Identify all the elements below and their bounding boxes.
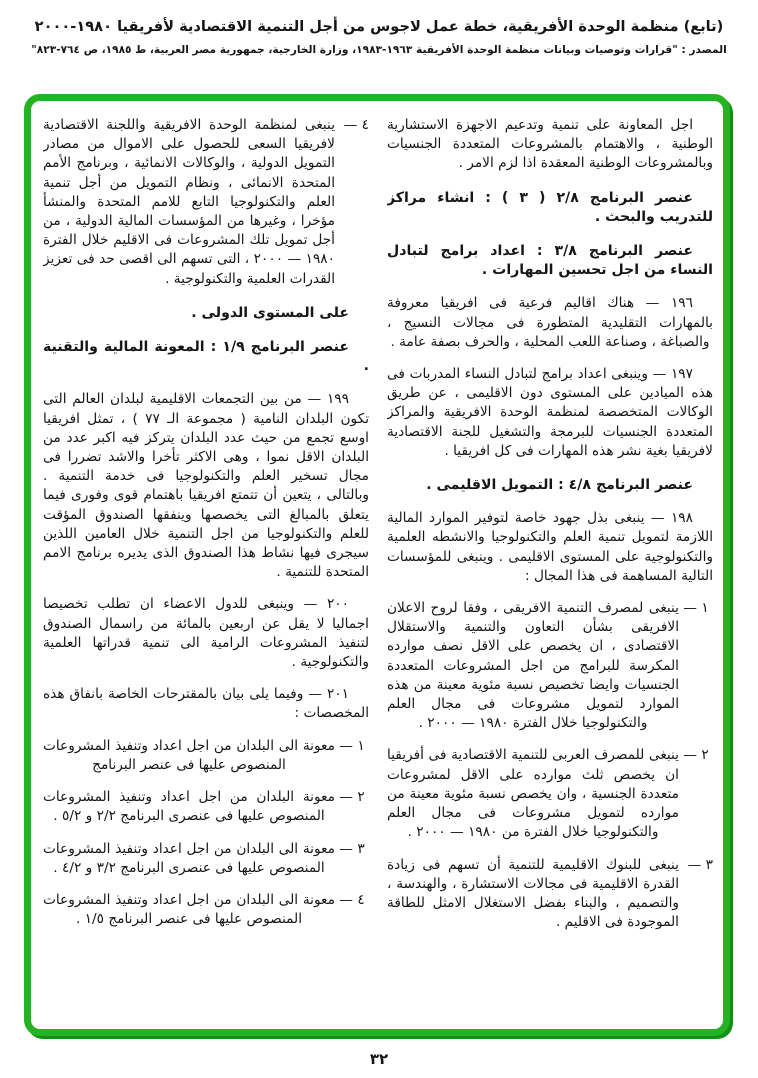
- paragraph-201: ٢٠١ — وفيما يلى بيان بالمقترحات الخاصة بانفاق هذه المخصصات :: [43, 686, 369, 722]
- paragraph-200: ٢٠٠ — وينبغى للدول الاعضاء ان تطلب تخصيصا اجماليا لا يقل عن اربعين بالمائة من راسمال الصندوق لتنفيذ المشروعات الرامية الى تنمية قدراتها العلمية والتكنولوجية .: [43, 596, 369, 671]
- program-element-heading: عنصر البرنامج ١/٩ : المعونة المالية والتقنية .: [43, 339, 369, 375]
- document-header: [0, 0, 758, 56]
- item-text: معونة البلدان من اجل اعداد وتنفيذ المشروعات المنصوص عليها فى عنصرى البرنامج ٢/٢ و ٥/٢ .: [43, 789, 335, 825]
- numbered-item: [43, 788, 369, 826]
- numbered-item: [387, 599, 713, 733]
- two-column-layout: [31, 101, 723, 1029]
- item-number: ٤ —: [343, 117, 369, 133]
- paragraph-198: ١٩٨ — ينبغى بذل جهود خاصة لتوفير الموارد المالية اللازمة لتمويل تنمية العلم والتكنولوجيا والانشطه العلمية والتكنولوجية على المستوى الاقليمى . وينبغى للمؤسسات التالية المساهمة فى هذا المجال :: [387, 510, 713, 584]
- item-number: ٤ —: [339, 891, 365, 908]
- item-text: ينبغى للمصرف العربى للتنمية الاقتصادية فى أفريقيا ان يخصص ثلث موارده على الاقل لمشروعات متعددة الجنسية ، وان يخصص نسبة مئوية معينة من موارده لتمويل مشروعات فى مجال العلم والتكنولوجيا خلال الفترة من ١٩٨٠ — ٢٠٠٠ .: [387, 747, 679, 841]
- numbered-item: [387, 746, 713, 842]
- numbered-item: [43, 840, 369, 878]
- numbered-item: [387, 856, 713, 933]
- item-number: ١ —: [683, 600, 709, 617]
- page-number: ٣٢: [369, 1050, 389, 1068]
- item-number: ٢ —: [339, 789, 365, 806]
- column-secondary: [43, 114, 369, 1023]
- program-element-heading: عنصر البرنامج ٣/٨ : اعداد برامج لتبادل النساء من اجل تحسين المهارات .: [387, 243, 713, 279]
- item-text: ينبغى للبنوك الاقليمية للتنمية أن تسهم فى زيادة القدرة الاقليمية فى مجالات الاستشارة ، والهندسة ، والتصميم ، والبناء بفضل الاستغلال الامثل للطاقة الموجودة فى الاقليم .: [387, 856, 679, 931]
- item-text: معونة الى البلدان من اجل اعداد وتنفيذ المشروعات المنصوص عليها فى عنصر البرنامج ١/٥ .: [43, 891, 335, 928]
- item-text: ينبغى لمصرف التنمية الافريقى ، وفقا لروح الاعلان الافريقى بشأن التعاون والتنمية والاستقلال الاقتصادى ، ان يخصص على الاقل نصف موارده المكرسة للبرامج من اجل المشروعات المتعددة الجنسيات وايضا تخصيص نسبة مئوية معينة من هذه الموارد لتمويل مشروعات فى مجال العلم والتكنولوجيا خلال الفترة ١٩٨٠ — ٢٠٠٠ .: [387, 600, 679, 732]
- program-element-heading: عنصر البرنامج ٤/٨ : التمويل الاقليمى .: [426, 477, 693, 494]
- item-number: ٣ —: [339, 840, 365, 857]
- item-number: ٣ —: [687, 856, 713, 873]
- item-text: معونة الى البلدان من اجل اعداد وتنفيذ المشروعات المنصوص عليها فى عنصرى البرنامج ٣/٢ و ٤/٢ .: [43, 840, 335, 876]
- green-frame: [24, 94, 730, 1036]
- item-number: ١ —: [339, 737, 365, 754]
- column-primary: [387, 114, 713, 1023]
- item-number: ٢ —: [683, 747, 709, 764]
- numbered-item: [43, 737, 369, 775]
- item-text: معونة الى البلدان من اجل اعداد وتنفيذ المشروعات المنصوص عليها فى عنصر البرنامج: [43, 737, 335, 773]
- numbered-item: [43, 116, 369, 289]
- paragraph-199: ١٩٩ — من بين التجمعات الاقليمية لبلدان العالم التى تكون البلدان النامية ( مجموعة الـ ٧٧ ) ، تمثل افريقيا اوسع تجمع من حيث عدد البلدان يتركز فيه اكبر عدد من البلدان الاقل نموا ، وهى الاكثر تأخرا والاشد تضررا فى مجال تسخير العلم والتكنولوجيا فى خدمة التنمية . وبالتالى ، يتعين أن تتمتع افريقيا باهتمام قوى وفورى فيما يتعلق بالمبالغ التى يخصصها وينفقها الصندوق المؤقت للعلم والتكنولوجيا من اجل التنمية خلال العامين اللذين سيجرى فيها نشاط هذا الصندوق الذى يديره برنامج الامم المتحدة للتنمية .: [43, 391, 369, 581]
- numbered-item: [43, 891, 369, 929]
- item-text: ينبغى لمنظمة الوحدة الافريقية واللجنة الاقتصادية لافريقيا السعى للحصول على الاموال من مصادر التمويل الدولية ، والوكالات الانمائية ، وبرنامج الأمم المتحدة الانمائى ، ونظام التمويل من أجل تنمية العلم والتكنولوجيا التابع للامم المتحدة والمنشأ مؤخرا ، وغيرها من المؤسسات المالية الدولية ، من أجل تمويل تلك المشروعات فى الاقليم خلال الفترة ١٩٨٠ — ٢٠٠٠ ، التى تسهم الى اقصى حد فى تعزيز القدرات العلمية والتكنولوجية .: [43, 117, 336, 287]
- paragraph-196: ١٩٦ — هناك اقاليم فرعية فى افريقيا معروفة بالمهارات التقليدية المتطورة فى مجالات النسيج ، والصباغة ، وصناعة اللعب المحلية ، والحرف بصفة عامة .: [387, 295, 713, 350]
- document-title: (تابع) منظمة الوحدة الأفريقية، خطة عمل لاجوس من أجل التنمية الاقتصادية لأفريقيا ١٩٨٠-٢٠٠٠: [34, 18, 724, 35]
- paragraph-197: ١٩٧ — وينبغى اعداد برامج لتبادل النساء المدربات فى هذه الميادين على المستوى دون الاقليمى ، عن طريق الوكالات المتخصصة لمنظمة الوحدة الافريقية والمراكز المتعددة الجنسيات للبرمجة والتشغيل للجنة الاقتصادية لافريقيا بغية نشر هذه المهارات فى كل افريقيا .: [387, 366, 713, 459]
- section-heading-international-level: على المستوى الدولى .: [191, 304, 349, 321]
- document-source-citation: المصدر : "قرارات وتوصيات وبيانات منظمة الوحدة الأفريقية ١٩٦٣-١٩٨٣، وزارة الخارجية، جمهورية مصر العربية، ط ١٩٨٥، ص ٧٦٤-٨٢٣": [31, 43, 727, 56]
- program-element-heading: عنصر البرنامج ٢/٨ ( ٣ ) : انشاء مراكز للتدريب والبحث .: [387, 189, 713, 225]
- paragraph-continuation: اجل المعاونة على تنمية وتدعيم الاجهزة الاستشارية الوطنية ، والاهتمام بالمشروعات المتعددة الجنسيات وبالمشروعات الوطنية المعقدة اذا لزم الامر .: [387, 117, 713, 172]
